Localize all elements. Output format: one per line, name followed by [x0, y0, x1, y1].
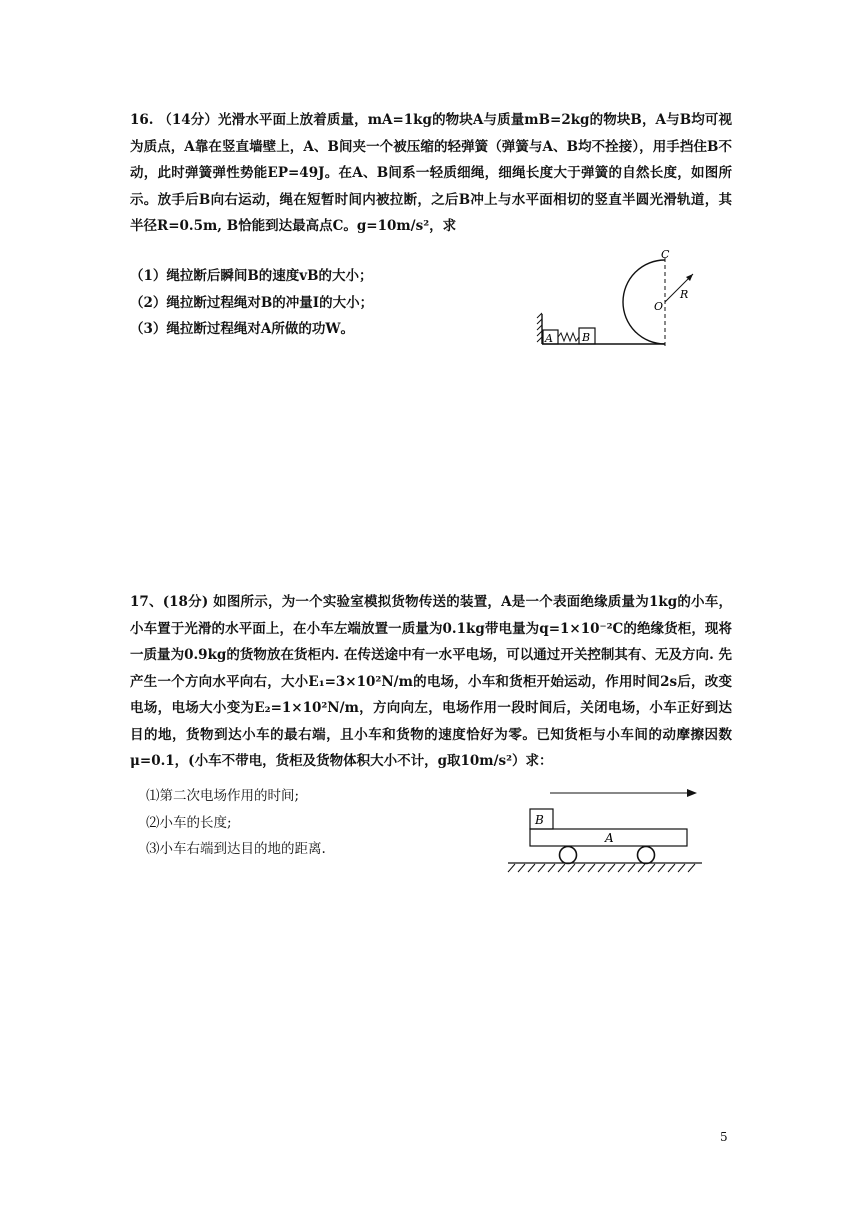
- fig16-label-c: C: [661, 250, 670, 261]
- problem-17-sub2: ⑵小车的长度;: [146, 814, 232, 831]
- problem-17-sub1: ⑴第二次电场作用的时间;: [146, 788, 300, 804]
- problem-17-sub3: ⑶小车右端到达目的地的距离.: [146, 841, 326, 857]
- fig17-label-a: A: [605, 831, 614, 845]
- problem-16-figure: [535, 250, 715, 350]
- problem-16-sub3: （3）绳拉断过程绳对A所做的功W。: [130, 321, 355, 337]
- problem-16-sub1: （1）绳拉断后瞬间B的速度vB的大小；: [130, 268, 373, 284]
- fig16-label-b: B: [582, 331, 591, 344]
- problem-17-subquestions: [146, 783, 326, 863]
- page-number: 5: [720, 1130, 728, 1144]
- fig16-label-a: A: [545, 332, 553, 345]
- problem-16-sub2: （2）绳拉断过程绳对B的冲量I的大小；: [130, 294, 374, 311]
- problem-16-subquestions: [130, 263, 373, 343]
- fig17-label-b: B: [535, 813, 544, 827]
- fig16-label-r: R: [680, 288, 689, 301]
- fig16-label-o: O: [654, 300, 664, 313]
- problem-17-figure: [505, 785, 705, 877]
- problem-16-text: 16. （14分）光滑水平面上放着质量，mA=1kg的物块A与质量mB=2kg的物块B，A与B均可视为质点，A靠在竖直墙壁上，A、B间夹一个被压缩的轻弹簧（弹簧与A、B均不拴接），用手挡住B不动，此时弹簧弹性势能EP=49J。在A、B间系一轻质细绳，细绳长度大于弹簧的自然长度，如图所示。放手后B向右运动，绳在短暂时间内被拉断，之后B冲上与水平面相切的竖直半圆光滑轨道，其半径R=0.5m, B恰能到达最高点C。g=10m/s²，求: [130, 112, 732, 234]
- problem-17-text: 17、(18分) 如图所示，为一个实验室模拟货物传送的装置，A是一个表面绝缘质量为1kg的小车，小车置于光滑的水平面上，在小车左端放置一质量为0.1kg带电量为q=1×10⁻²C的绝缘货柜，现将一质量为0.9kg的货物放在货柜内. 在传送途中有一水平电场，可以通过开关控制其有、无及方向. 先产生一个方向水平向右，大小E₁=3×10²N/m的电场，小车和货柜开始运动，作用时间2s后，改变电场，电场大小变为E₂=1×10²N/m，方向向左，电场作用一段时间后，关闭电场，小车正好到达目的地，货物到达小车的最右端，且小车和货物的速度恰好为零。已知货柜与小车间的动摩擦因数μ=0.1，(小车不带电，货柜及货物体积大小不计，g取10m/s²）求：: [130, 594, 732, 769]
